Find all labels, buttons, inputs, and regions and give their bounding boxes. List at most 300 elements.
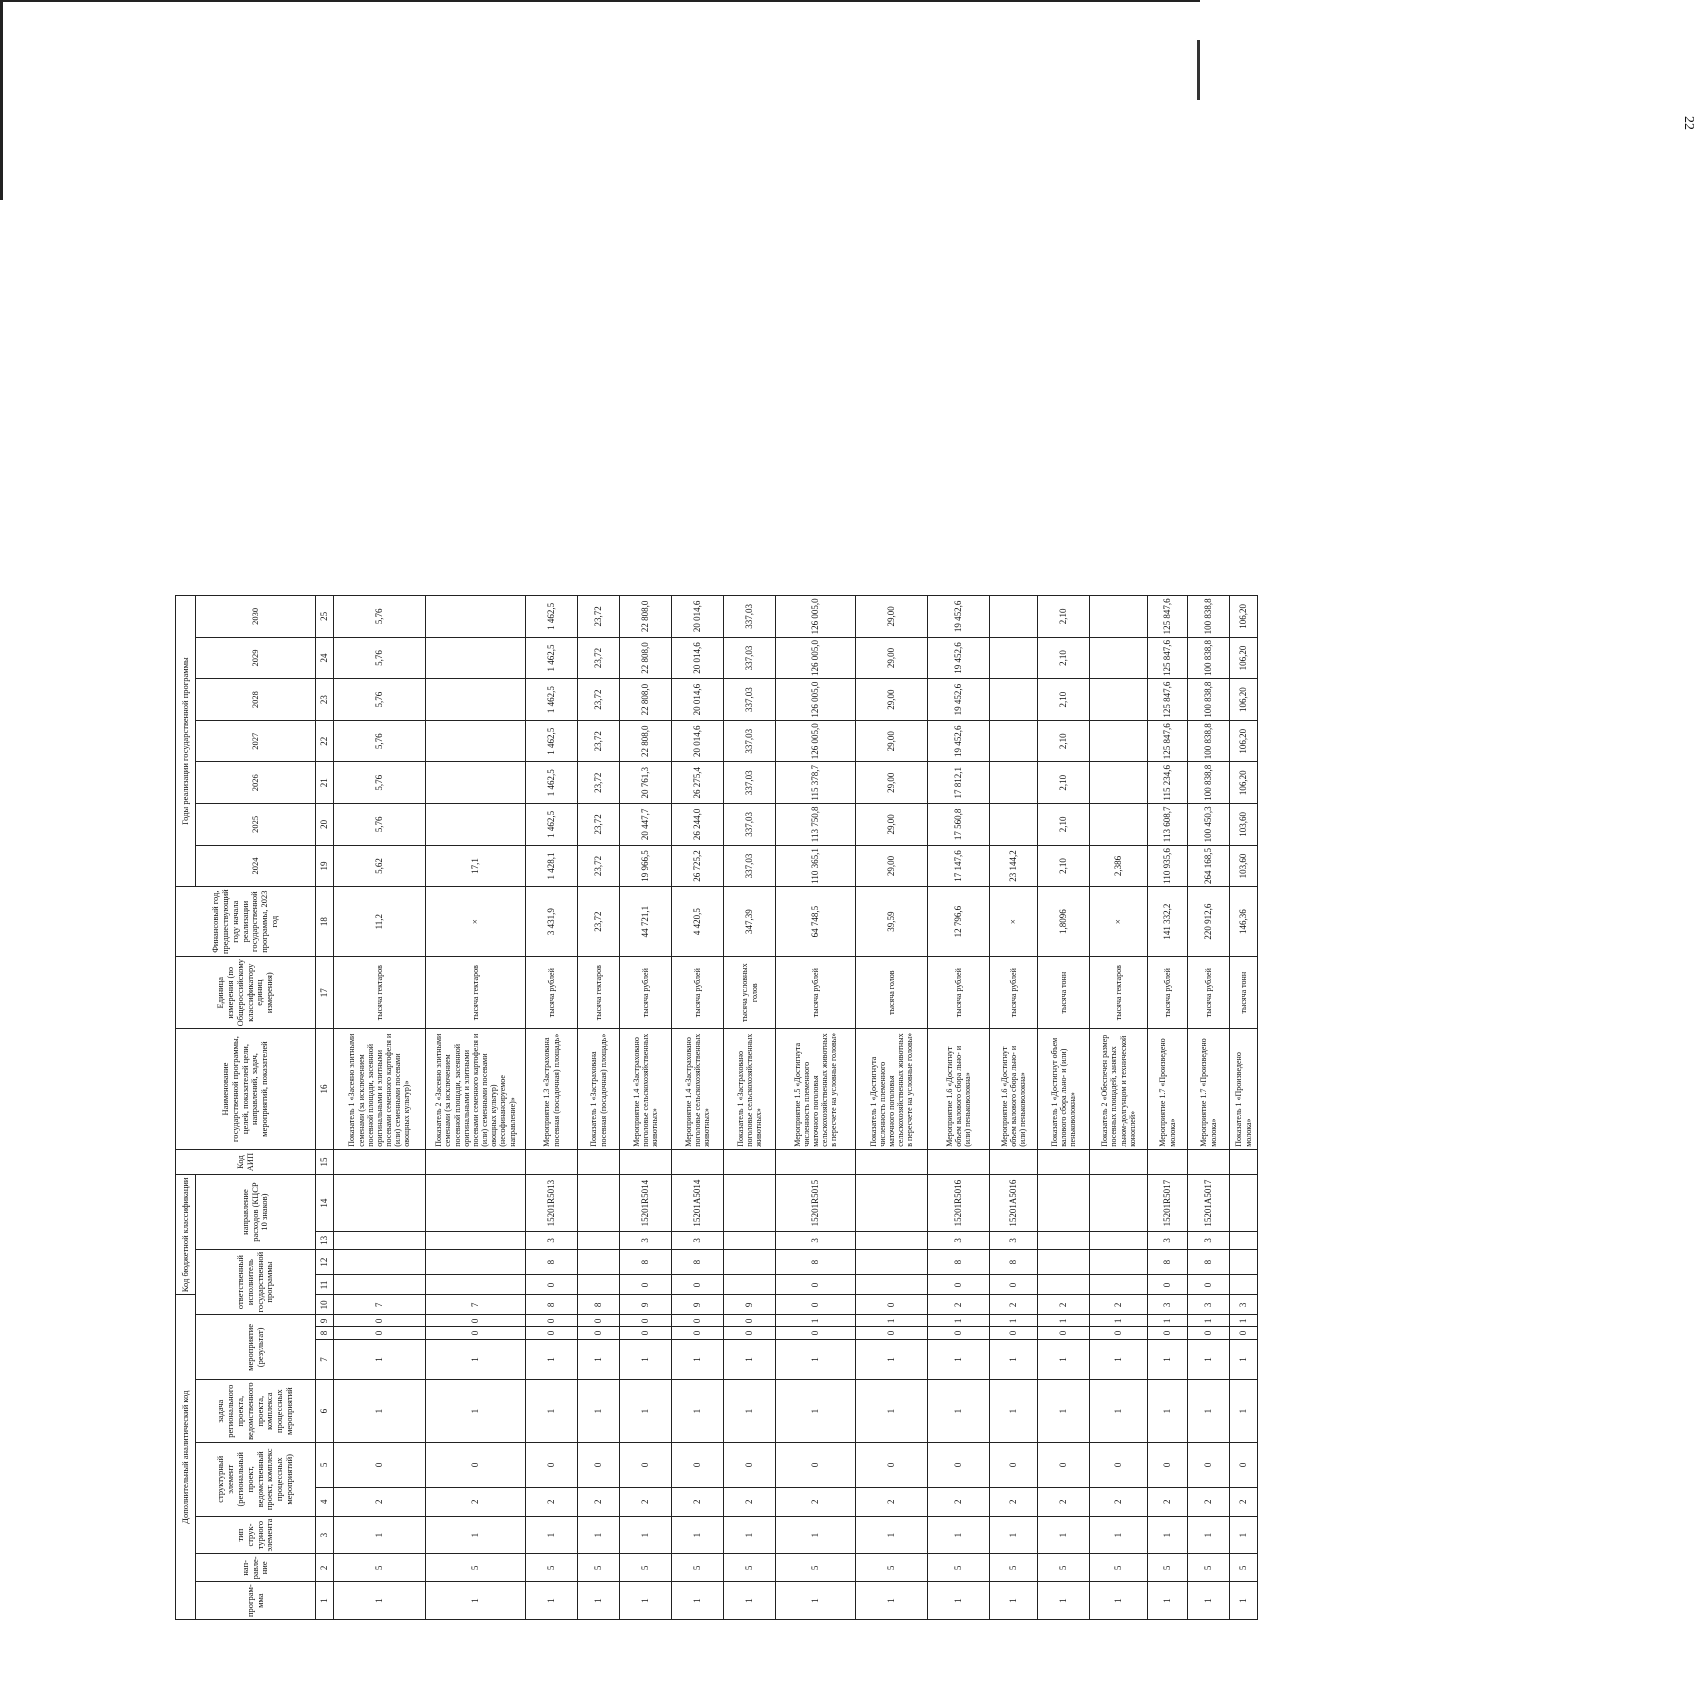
- column-number: 25: [316, 596, 334, 638]
- row-code: 1: [1188, 1380, 1230, 1443]
- row-code: 0: [1090, 1327, 1148, 1339]
- row-code: 3: [928, 1231, 990, 1249]
- row-code: 1: [1148, 1516, 1188, 1554]
- row-code: 9: [724, 1295, 776, 1315]
- row-code: 0: [1188, 1275, 1230, 1295]
- row-code: 1: [990, 1516, 1038, 1554]
- row-value: 29,00: [856, 845, 928, 887]
- table-row: [578, 596, 620, 1620]
- row-code: 9: [620, 1295, 672, 1315]
- row-value: 29,00: [856, 637, 928, 679]
- row-code: 1: [1230, 1582, 1258, 1620]
- row-value: 1 428,1: [526, 845, 578, 887]
- row-code: 0: [672, 1327, 724, 1339]
- header-year-2029: 2029: [196, 637, 316, 679]
- row-kcsr: 15201R5014: [620, 1175, 672, 1232]
- row-code: 1: [1148, 1582, 1188, 1620]
- row-code: [1038, 1275, 1090, 1295]
- row-code: 0: [526, 1327, 578, 1339]
- column-number: 14: [316, 1175, 334, 1232]
- row-value: 5,76: [334, 596, 426, 638]
- row-code: 1: [672, 1516, 724, 1554]
- row-value: [1090, 596, 1148, 638]
- row-code: 1: [1038, 1315, 1090, 1327]
- header-year-2024: 2024: [196, 845, 316, 887]
- row-value: 22 808,0: [620, 637, 672, 679]
- row-code: 0: [672, 1442, 724, 1487]
- table-row: [526, 596, 578, 1620]
- row-value: [426, 596, 526, 638]
- row-value: 126 005,0: [776, 720, 856, 762]
- row-value: 44 721,1: [620, 887, 672, 957]
- row-value: 29,00: [856, 762, 928, 804]
- row-unit: тысяча тонн: [1230, 957, 1258, 1029]
- header-year-2027: 2027: [196, 720, 316, 762]
- row-code: 0: [856, 1327, 928, 1339]
- row-value: 125 847,6: [1148, 720, 1188, 762]
- row-value: 125 847,6: [1148, 637, 1188, 679]
- row-code: 2: [526, 1487, 578, 1516]
- row-code: 1: [990, 1380, 1038, 1443]
- row-value: 11,2: [334, 887, 426, 957]
- header-kcsr: направление расходов (КЦСР 10 знаков): [196, 1175, 316, 1249]
- row-value: 2,10: [1038, 845, 1090, 887]
- row-code: 0: [1148, 1327, 1188, 1339]
- row-code: 2: [672, 1487, 724, 1516]
- scan-edge-left: [0, 0, 3, 200]
- row-code: [724, 1149, 776, 1175]
- row-code: 0: [1188, 1442, 1230, 1487]
- row-code: 3: [990, 1231, 1038, 1249]
- row-code: [1230, 1275, 1258, 1295]
- row-code: 0: [672, 1315, 724, 1327]
- row-value: 5,76: [334, 679, 426, 721]
- row-code: 1: [1038, 1380, 1090, 1443]
- row-value: 337,03: [724, 637, 776, 679]
- row-kcsr: 15201R5017: [1148, 1175, 1188, 1232]
- row-code: 2: [1148, 1487, 1188, 1516]
- row-value: 1 462,5: [526, 762, 578, 804]
- row-code: 0: [776, 1295, 856, 1315]
- row-value: [426, 804, 526, 846]
- row-value: 64 748,5: [776, 887, 856, 957]
- row-code: 3: [1148, 1295, 1188, 1315]
- column-number: 20: [316, 804, 334, 846]
- row-value: 103,60: [1230, 845, 1258, 887]
- row-code: 8: [526, 1295, 578, 1315]
- row-code: 3: [776, 1231, 856, 1249]
- row-value: 110 935,6: [1148, 845, 1188, 887]
- table-row: [334, 596, 426, 1620]
- header-direction: нап-равле-ние: [196, 1554, 316, 1582]
- row-code: 1: [672, 1582, 724, 1620]
- row-value: 1 462,5: [526, 596, 578, 638]
- row-code: 5: [856, 1554, 928, 1582]
- column-number: 2: [316, 1554, 334, 1582]
- header-years: Годы реализации государственной программы: [176, 596, 196, 887]
- table-row: [928, 596, 990, 1620]
- row-value: 19 452,6: [928, 596, 990, 638]
- row-value: [426, 762, 526, 804]
- row-code: 1: [1038, 1339, 1090, 1380]
- row-value: 106,20: [1230, 762, 1258, 804]
- row-code: [1090, 1275, 1148, 1295]
- row-code: 1: [1230, 1339, 1258, 1380]
- row-code: 1: [928, 1582, 990, 1620]
- row-code: 1: [578, 1380, 620, 1443]
- column-number: 22: [316, 720, 334, 762]
- row-code: 2: [334, 1487, 426, 1516]
- column-number: 23: [316, 679, 334, 721]
- row-code: 0: [1188, 1327, 1230, 1339]
- row-unit: тысяча рублей: [990, 957, 1038, 1029]
- row-code: 1: [928, 1516, 990, 1554]
- row-name: Мероприятие 1.4 «Застраховано поголовье сельскохозяйственных животных»: [620, 1029, 672, 1149]
- row-value: 2,10: [1038, 637, 1090, 679]
- row-code: 1: [776, 1315, 856, 1327]
- row-code: 3: [1188, 1295, 1230, 1315]
- column-number: 8: [316, 1327, 334, 1339]
- row-name: Мероприятие 1.7 «Произведено молока»: [1148, 1029, 1188, 1149]
- row-code: 1: [578, 1516, 620, 1554]
- row-value: [990, 804, 1038, 846]
- row-code: 5: [1188, 1554, 1230, 1582]
- row-code: 0: [620, 1315, 672, 1327]
- row-code: [1038, 1231, 1090, 1249]
- row-value: 26 725,2: [672, 845, 724, 887]
- row-value: [1090, 720, 1148, 762]
- column-number: 13: [316, 1231, 334, 1249]
- row-value: 2,10: [1038, 720, 1090, 762]
- row-code: 0: [928, 1442, 990, 1487]
- row-code: 3: [526, 1231, 578, 1249]
- row-code: 8: [620, 1249, 672, 1275]
- row-value: [426, 720, 526, 762]
- row-code: 1: [856, 1516, 928, 1554]
- row-value: 146,36: [1230, 887, 1258, 957]
- column-number: 19: [316, 845, 334, 887]
- row-code: 1: [1188, 1339, 1230, 1380]
- header-year-2028: 2028: [196, 679, 316, 721]
- row-code: 1: [1188, 1315, 1230, 1327]
- row-name: Показатель 1 «Застрахована посевная (посадочная) площадь»: [578, 1029, 620, 1149]
- column-number: 1: [316, 1582, 334, 1620]
- table-row: [776, 596, 856, 1620]
- row-code: 9: [672, 1295, 724, 1315]
- row-kcsr: [1230, 1175, 1258, 1232]
- row-value: 100 838,8: [1188, 596, 1230, 638]
- row-code: 1: [724, 1582, 776, 1620]
- row-value: 22 808,0: [620, 596, 672, 638]
- row-value: 337,03: [724, 679, 776, 721]
- column-number: 10: [316, 1295, 334, 1315]
- row-value: 20 014,6: [672, 637, 724, 679]
- row-code: 3: [1230, 1295, 1258, 1315]
- row-value: 115 378,7: [776, 762, 856, 804]
- row-value: 126 005,0: [776, 637, 856, 679]
- row-name: Мероприятие 1.4 «Застраховано поголовье сельскохозяйственных животных»: [672, 1029, 724, 1149]
- row-value: 23,72: [578, 679, 620, 721]
- row-value: ×: [990, 887, 1038, 957]
- row-unit: тысяча рублей: [672, 957, 724, 1029]
- column-number: 21: [316, 762, 334, 804]
- row-value: 22 808,0: [620, 679, 672, 721]
- row-value: 5,76: [334, 804, 426, 846]
- row-unit: тысяча гектаров: [1090, 957, 1148, 1029]
- row-code: 0: [526, 1275, 578, 1295]
- row-value: 337,03: [724, 720, 776, 762]
- row-code: [1090, 1249, 1148, 1275]
- row-code: 0: [672, 1275, 724, 1295]
- row-value: [426, 679, 526, 721]
- row-code: 1: [620, 1516, 672, 1554]
- rotated-page: [175, 116, 1696, 1620]
- row-value: 337,03: [724, 762, 776, 804]
- table-row: [672, 596, 724, 1620]
- row-value: 1 462,5: [526, 679, 578, 721]
- row-value: [1090, 804, 1148, 846]
- row-code: 5: [1038, 1554, 1090, 1582]
- table-row: [1090, 596, 1148, 1620]
- row-code: 1: [426, 1339, 526, 1380]
- row-code: 1: [334, 1380, 426, 1443]
- header-base-year: Финансовый год, предшествующий году начала реализации государственной программы, 2023 год: [176, 887, 316, 957]
- row-value: 115 234,6: [1148, 762, 1188, 804]
- table-row: [1230, 596, 1258, 1620]
- row-code: 1: [620, 1339, 672, 1380]
- row-code: [672, 1149, 724, 1175]
- scan-edge-top: [0, 0, 1200, 2]
- row-value: 4 420,5: [672, 887, 724, 957]
- row-code: 1: [928, 1380, 990, 1443]
- row-value: [990, 637, 1038, 679]
- row-code: 1: [578, 1582, 620, 1620]
- row-code: [426, 1149, 526, 1175]
- row-value: 19 452,6: [928, 637, 990, 679]
- row-kcsr: 15201R5013: [526, 1175, 578, 1232]
- row-code: [1230, 1249, 1258, 1275]
- row-code: 5: [776, 1554, 856, 1582]
- row-code: 0: [990, 1442, 1038, 1487]
- row-code: 0: [990, 1275, 1038, 1295]
- row-value: 23,72: [578, 720, 620, 762]
- row-value: 106,20: [1230, 596, 1258, 638]
- row-name: Показатель 1 «Произведено молока»: [1230, 1029, 1258, 1149]
- row-value: 23,72: [578, 762, 620, 804]
- row-value: 126 005,0: [776, 596, 856, 638]
- row-value: 2,10: [1038, 762, 1090, 804]
- row-code: [526, 1149, 578, 1175]
- row-name: Показатель 1 «Засеяно элитными семенами (за исключением посевной площади, засеянной оригинальными и элитными посевами семенного картофеля и (или) семенными посевами овощных культур)»: [334, 1029, 426, 1149]
- row-value: 5,62: [334, 845, 426, 887]
- row-code: [856, 1149, 928, 1175]
- row-code: 5: [1148, 1554, 1188, 1582]
- row-value: 1 462,5: [526, 720, 578, 762]
- row-value: 26 244,0: [672, 804, 724, 846]
- row-code: 1: [526, 1516, 578, 1554]
- row-code: 0: [928, 1327, 990, 1339]
- row-value: [426, 637, 526, 679]
- row-code: [724, 1231, 776, 1249]
- row-code: 5: [334, 1554, 426, 1582]
- row-value: [990, 762, 1038, 804]
- row-code: 5: [578, 1554, 620, 1582]
- column-number: 9: [316, 1315, 334, 1327]
- row-code: 0: [928, 1275, 990, 1295]
- column-number: 16: [316, 1029, 334, 1149]
- column-number: 5: [316, 1442, 334, 1487]
- row-code: 8: [672, 1249, 724, 1275]
- row-code: 5: [526, 1554, 578, 1582]
- row-value: 106,20: [1230, 720, 1258, 762]
- column-number: 3: [316, 1516, 334, 1554]
- row-value: 20 761,3: [620, 762, 672, 804]
- row-value: 23,72: [578, 596, 620, 638]
- row-unit: тысяча гектаров: [334, 957, 426, 1029]
- row-value: 1,8096: [1038, 887, 1090, 957]
- row-code: [856, 1231, 928, 1249]
- row-value: 1 462,5: [526, 804, 578, 846]
- row-value: 26 275,4: [672, 762, 724, 804]
- row-value: 1 462,5: [526, 637, 578, 679]
- row-unit: тысяча рублей: [1148, 957, 1188, 1029]
- row-code: 0: [1090, 1442, 1148, 1487]
- row-code: [426, 1275, 526, 1295]
- row-code: 0: [426, 1442, 526, 1487]
- row-value: 20 447,7: [620, 804, 672, 846]
- row-kcsr: 15201А5016: [990, 1175, 1038, 1232]
- row-code: 1: [1090, 1339, 1148, 1380]
- header-budget-code: Код бюджетной классификации: [176, 1175, 196, 1295]
- table-row: [1188, 596, 1230, 1620]
- row-code: [1188, 1149, 1230, 1175]
- row-code: [426, 1249, 526, 1275]
- row-code: [620, 1149, 672, 1175]
- row-kcsr: [578, 1175, 620, 1232]
- row-code: 1: [990, 1315, 1038, 1327]
- row-unit: тысяча рублей: [1188, 957, 1230, 1029]
- table-row: [724, 596, 776, 1620]
- row-value: 337,03: [724, 804, 776, 846]
- row-code: 0: [776, 1442, 856, 1487]
- row-code: 3: [1188, 1231, 1230, 1249]
- row-code: 1: [856, 1582, 928, 1620]
- row-code: 1: [620, 1380, 672, 1443]
- header-task: задача регионального проекта, ведомственного проекта, комплекса процессных мероприятий: [196, 1380, 316, 1443]
- row-value: 2,386: [1090, 845, 1148, 887]
- row-value: 141 332,2: [1148, 887, 1188, 957]
- row-unit: тысяча рублей: [526, 957, 578, 1029]
- row-value: 23,72: [578, 887, 620, 957]
- row-value: [990, 679, 1038, 721]
- row-name: Мероприятие 1.6 «Достигнут объем валового сбора льно- и (или) пеньковолокна»: [928, 1029, 990, 1149]
- header-year-2030: 2030: [196, 596, 316, 638]
- header-program: програм-мма: [196, 1582, 316, 1620]
- row-code: 1: [1038, 1516, 1090, 1554]
- row-unit: тысяча рублей: [928, 957, 990, 1029]
- row-kcsr: 15201А5014: [672, 1175, 724, 1232]
- row-value: 337,03: [724, 596, 776, 638]
- row-code: 1: [1090, 1315, 1148, 1327]
- row-code: 1: [990, 1582, 1038, 1620]
- row-code: 1: [856, 1380, 928, 1443]
- row-value: 100 838,8: [1188, 679, 1230, 721]
- row-value: 29,00: [856, 804, 928, 846]
- row-value: 220 912,6: [1188, 887, 1230, 957]
- row-value: 2,10: [1038, 679, 1090, 721]
- program-table: [175, 595, 1258, 1620]
- row-code: 2: [1230, 1487, 1258, 1516]
- row-code: 1: [426, 1516, 526, 1554]
- row-code: 0: [1148, 1442, 1188, 1487]
- row-value: 106,20: [1230, 637, 1258, 679]
- row-value: 23 144,2: [990, 845, 1038, 887]
- row-value: 22 808,0: [620, 720, 672, 762]
- row-value: 17,1: [426, 845, 526, 887]
- row-code: 0: [578, 1327, 620, 1339]
- row-code: 1: [620, 1582, 672, 1620]
- row-value: 5,76: [334, 720, 426, 762]
- row-value: 106,20: [1230, 679, 1258, 721]
- row-code: [578, 1275, 620, 1295]
- row-code: 5: [928, 1554, 990, 1582]
- row-code: 1: [1148, 1315, 1188, 1327]
- table-row: [1148, 596, 1188, 1620]
- row-value: 113 750,8: [776, 804, 856, 846]
- header-name: Наименование государственной программы, целей, показателей цели, направлений, задач, мероприятий, показателей: [176, 1029, 316, 1149]
- row-code: 1: [1188, 1582, 1230, 1620]
- row-value: 113 608,7: [1148, 804, 1188, 846]
- row-value: 5,76: [334, 637, 426, 679]
- row-code: 2: [856, 1487, 928, 1516]
- row-value: 20 014,6: [672, 720, 724, 762]
- row-code: 2: [1038, 1487, 1090, 1516]
- row-name: Показатель 2 «Обеспечен размер посевных площадей, занятых льном-долгунцом и технической коноплей»: [1090, 1029, 1148, 1149]
- row-code: [1038, 1149, 1090, 1175]
- row-value: 23,72: [578, 637, 620, 679]
- header-year-2025: 2025: [196, 804, 316, 846]
- row-value: 20 014,6: [672, 596, 724, 638]
- column-number-row: [316, 596, 334, 1620]
- row-code: 1: [776, 1582, 856, 1620]
- row-unit: тысяча рублей: [776, 957, 856, 1029]
- header-exec: ответственный исполнитель государственной программы: [196, 1249, 316, 1315]
- row-code: [334, 1231, 426, 1249]
- row-code: 8: [578, 1295, 620, 1315]
- row-code: 0: [1230, 1327, 1258, 1339]
- table-row: [620, 596, 672, 1620]
- row-code: 0: [526, 1442, 578, 1487]
- row-code: 2: [776, 1487, 856, 1516]
- row-code: 1: [1090, 1582, 1148, 1620]
- row-code: 3: [1148, 1231, 1188, 1249]
- row-code: [578, 1231, 620, 1249]
- row-code: 1: [856, 1339, 928, 1380]
- row-code: 0: [1230, 1442, 1258, 1487]
- row-code: 1: [724, 1516, 776, 1554]
- header-year-2026: 2026: [196, 762, 316, 804]
- row-code: 5: [620, 1554, 672, 1582]
- row-value: [1090, 679, 1148, 721]
- row-code: 1: [426, 1380, 526, 1443]
- row-code: 0: [1038, 1442, 1090, 1487]
- row-value: 337,03: [724, 845, 776, 887]
- row-value: 39,59: [856, 887, 928, 957]
- row-code: 0: [334, 1442, 426, 1487]
- row-code: 1: [724, 1339, 776, 1380]
- row-code: 3: [620, 1231, 672, 1249]
- row-code: [578, 1249, 620, 1275]
